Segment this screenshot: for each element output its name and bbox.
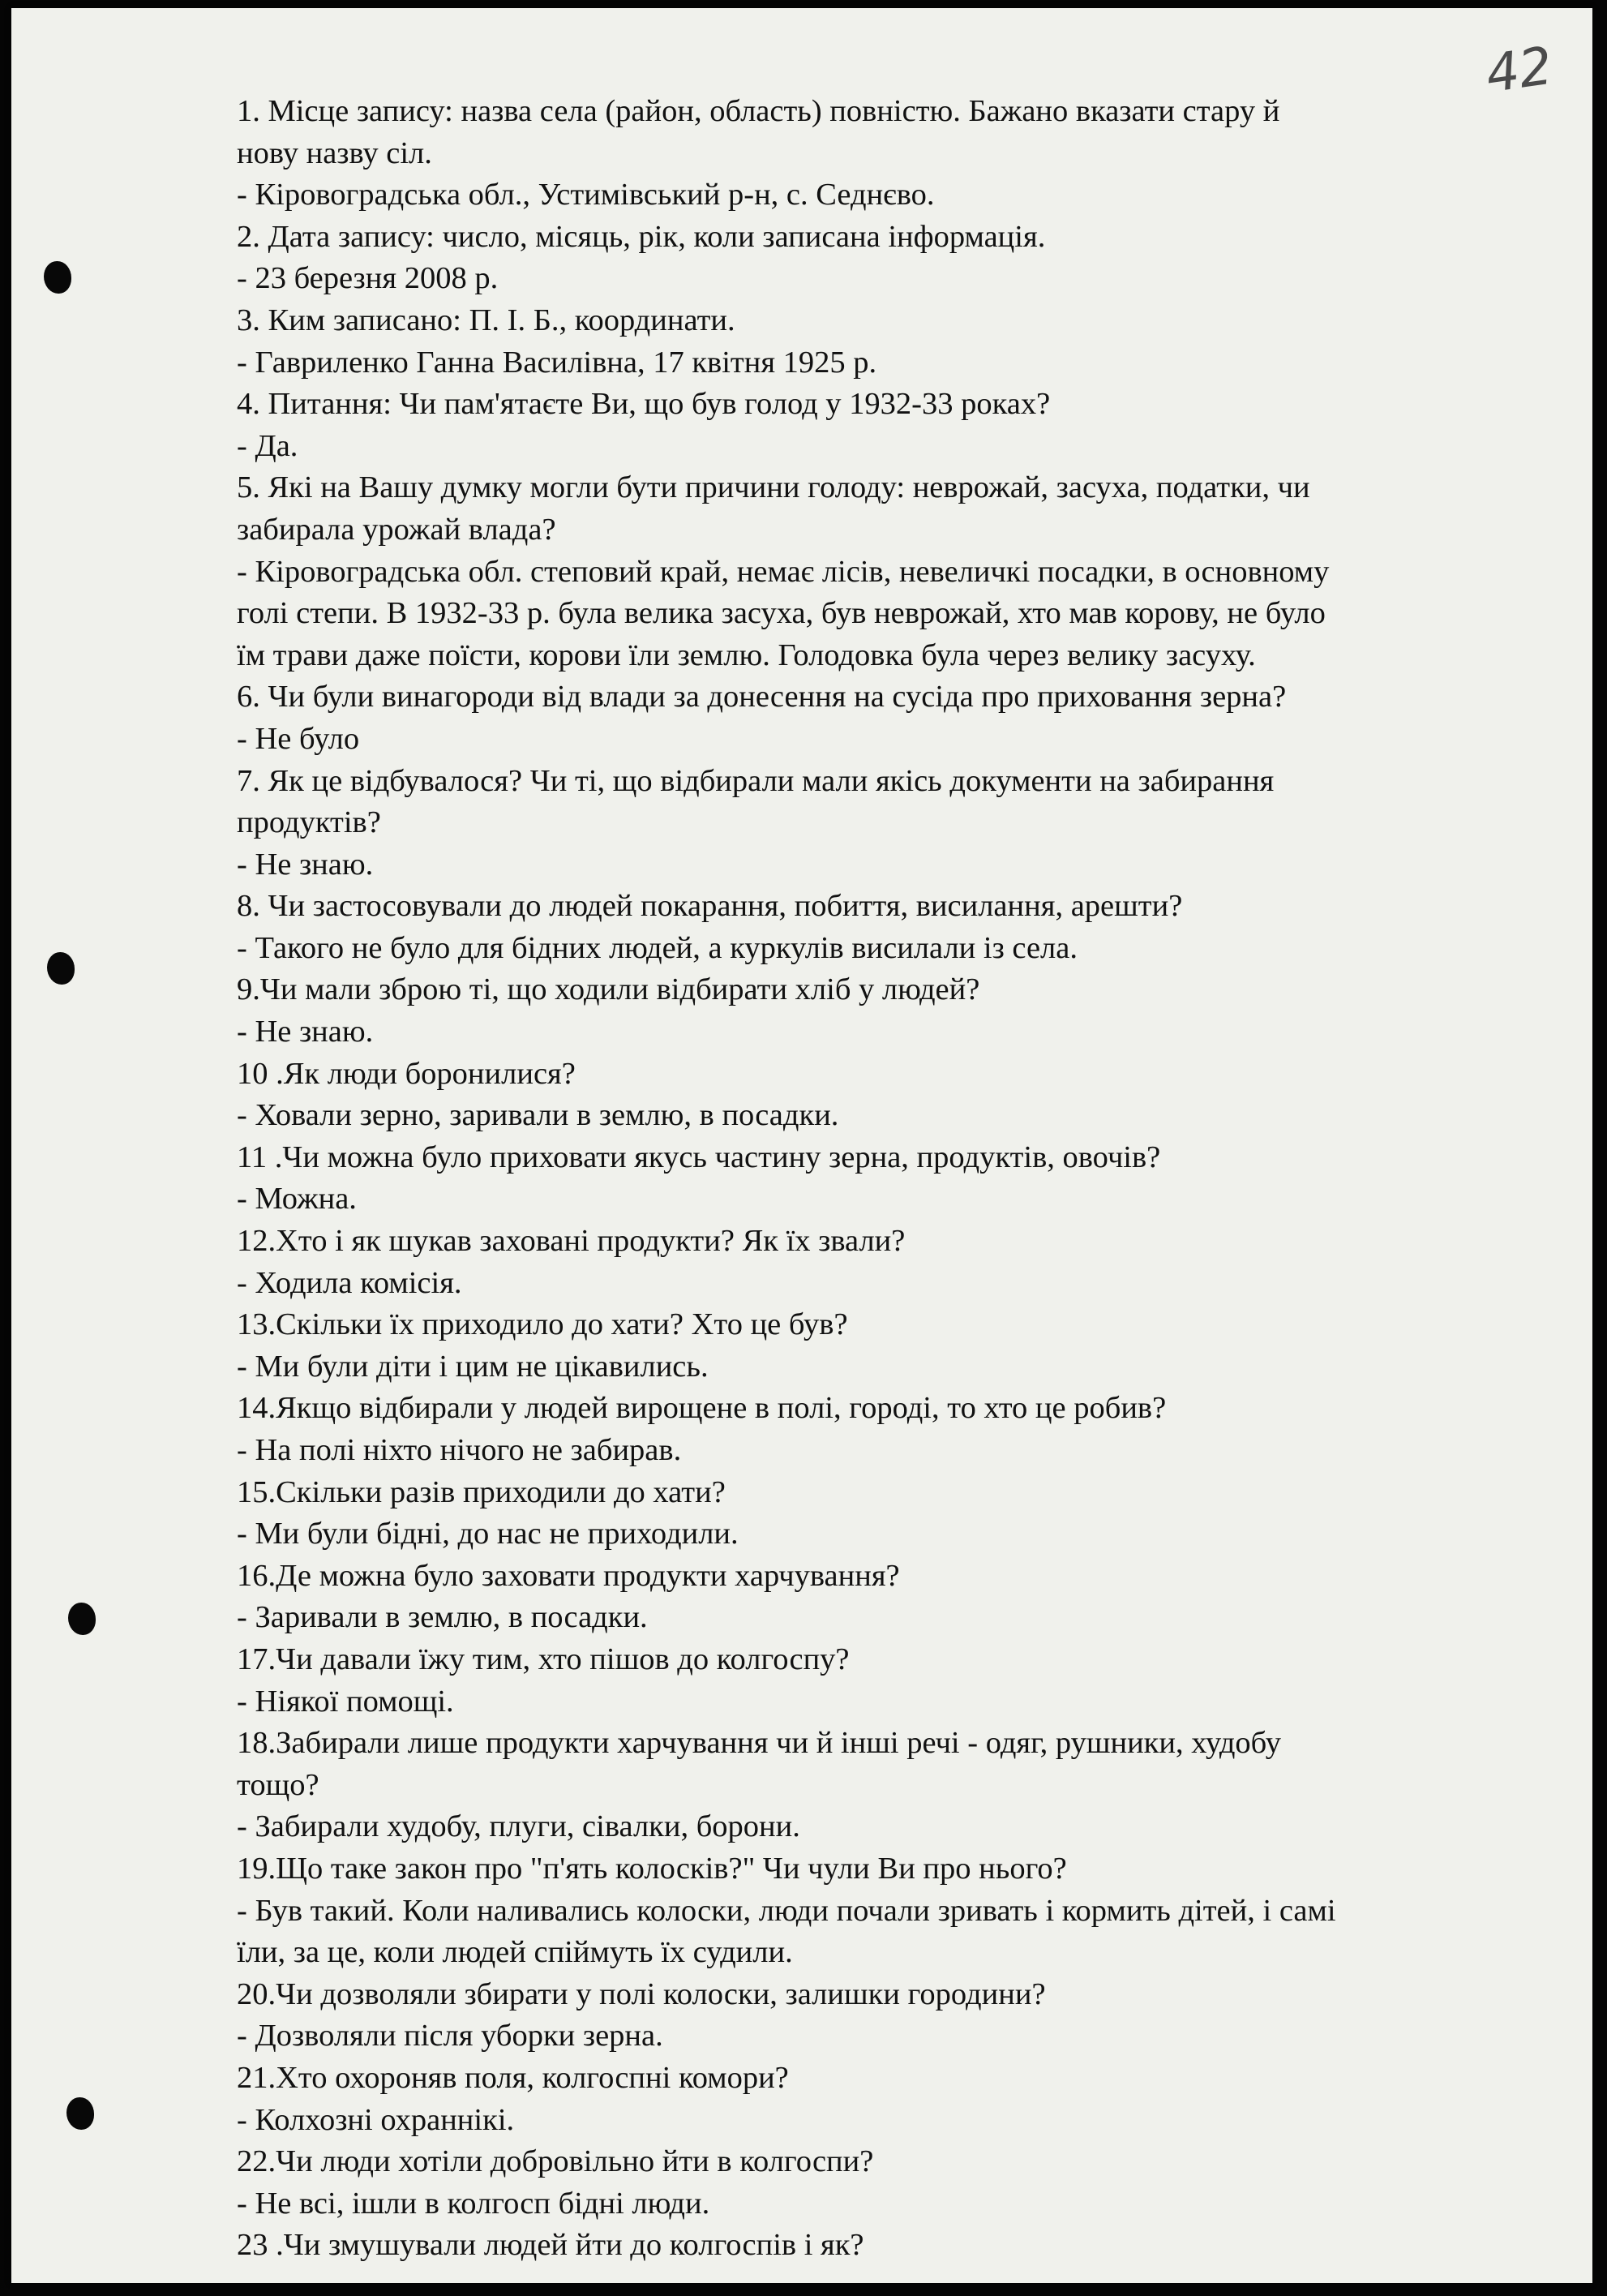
text-line: - Ніякої помощі. — [237, 1684, 454, 1719]
text-line: 16.Де можна було заховати продукти харчування? — [237, 1558, 900, 1593]
text-line: - Кіровоградська обл., Устимівський р-н, с. Седнєво. — [237, 178, 935, 212]
punch-hole — [68, 1603, 96, 1635]
text-line: - Не знаю. — [237, 1015, 374, 1049]
text-line: 23 .Чи змушували людей йти до колгоспів і як? — [237, 2228, 864, 2263]
text-line: 14.Якщо відбирали у людей вирощене в полі, городі, то хто це робив? — [237, 1391, 1167, 1426]
text-line: - Колхозні охраннікі. — [237, 2102, 515, 2137]
text-line: 22.Чи люди хотіли добровільно йти в колгоспи? — [237, 2144, 874, 2179]
questionnaire-text — [237, 91, 1502, 2267]
text-line: нову назву сіл. — [237, 135, 432, 170]
text-line: 8. Чи застосовували до людей покарання, побиття, висилання, арешти? — [237, 889, 1183, 924]
text-line: - 23 березня 2008 р. — [237, 261, 499, 296]
text-line: 10 .Як люди боронилися? — [237, 1056, 576, 1091]
text-line: - Да. — [237, 428, 298, 463]
punch-hole — [66, 2097, 94, 2130]
text-line: - Ми були діти і цим не цікавились. — [237, 1349, 709, 1384]
text-line: 13.Скільки їх приходило до хати? Хто це був? — [237, 1307, 848, 1342]
text-line: - Не всі, ішли в колгосп бідні люди. — [237, 2186, 710, 2221]
text-line: 9.Чи мали зброю ті, що ходили відбирати хліб у людей? — [237, 972, 980, 1007]
text-line: 1. Місце запису: назва села (район, область) повністю. Бажано вказати стару й — [237, 94, 1280, 128]
text-line: - Забирали худобу, плуги, сівалки, борони. — [237, 1809, 800, 1844]
punch-hole — [44, 261, 71, 294]
text-line: продуктів? — [237, 805, 381, 840]
text-line: 3. Ким записано: П. І. Б., координати. — [237, 303, 735, 337]
punch-hole — [47, 952, 75, 985]
text-line: - Кіровоградська обл. степовий край, немає лісів, невеличкі посадки, в основному — [237, 554, 1330, 589]
text-line: 18.Забирали лише продукти харчування чи й інші речі - одяг, рушники, худобу — [237, 1726, 1282, 1761]
text-line: їм трави даже поїсти, корови їли землю. Голодовка була через велику засуху. — [237, 637, 1256, 672]
text-line: - Можна. — [237, 1182, 357, 1217]
text-line: - Ми були бідні, до нас не приходили. — [237, 1517, 739, 1551]
text-line: 21.Хто охороняв поля, колгоспні комори? — [237, 2060, 789, 2095]
text-line: їли, за це, коли людей спіймуть їх судили. — [237, 1935, 793, 1970]
text-line: 11 .Чи можна було приховати якусь частину зерна, продуктів, овочів? — [237, 1139, 1161, 1174]
text-line: тощо? — [237, 1767, 319, 1802]
text-line: 2. Дата запису: число, місяць, рік, коли записана інформація. — [237, 219, 1046, 254]
text-line: - Не знаю. — [237, 847, 374, 882]
text-line: 7. Як це відбувалося? Чи ті, що відбирали мали якісь документи на забирання — [237, 763, 1275, 798]
document-page — [11, 8, 1592, 2283]
text-line: - Такого не було для бідних людей, а куркулів висилали із села. — [237, 930, 1078, 965]
text-line: 12.Хто і як шукав заховані продукти? Як їх звали? — [237, 1224, 906, 1259]
text-line: - Заривали в землю, в посадки. — [237, 1600, 648, 1635]
text-line: 19.Що таке закон про "п'ять колосків?" Чи чули Ви про нього? — [237, 1851, 1067, 1886]
text-line: 6. Чи були винагороди від влади за донесення на сусіда про приховання зерна? — [237, 680, 1287, 715]
text-line: 5. Які на Вашу думку могли бути причини голоду: неврожай, засуха, податки, чи — [237, 470, 1310, 505]
text-line: голі степи. В 1932-33 р. була велика засуха, був неврожай, хто мав корову, не було — [237, 596, 1326, 631]
text-line: - Дозволяли після уборки зерна. — [237, 2019, 663, 2054]
text-line: 20.Чи дозволяли збирати у полі колоски, залишки городини? — [237, 1976, 1046, 2011]
text-line: забирала урожай влада? — [237, 512, 556, 547]
text-line: - Не було — [237, 721, 360, 756]
text-line: 4. Питання: Чи пам'ятаєте Ви, що був голод у 1932-33 роках? — [237, 387, 1051, 422]
text-line: - Ходила комісія. — [237, 1265, 462, 1300]
text-line: - Гавриленко Ганна Василівна, 17 квітня 1925 р. — [237, 345, 877, 380]
text-line: - Ховали зерно, заривали в землю, в посадки. — [237, 1098, 839, 1133]
text-line: - На полі ніхто нічого не забирав. — [237, 1433, 682, 1467]
page-number: 42 — [1481, 36, 1556, 105]
text-line: 15.Скільки разів приходили до хати? — [237, 1474, 726, 1509]
text-line: - Був такий. Коли наливались колоски, люди почали зривать і кормить дітей, і самі — [237, 1893, 1336, 1928]
text-line: 17.Чи давали їжу тим, хто пішов до колгоспу? — [237, 1642, 850, 1676]
